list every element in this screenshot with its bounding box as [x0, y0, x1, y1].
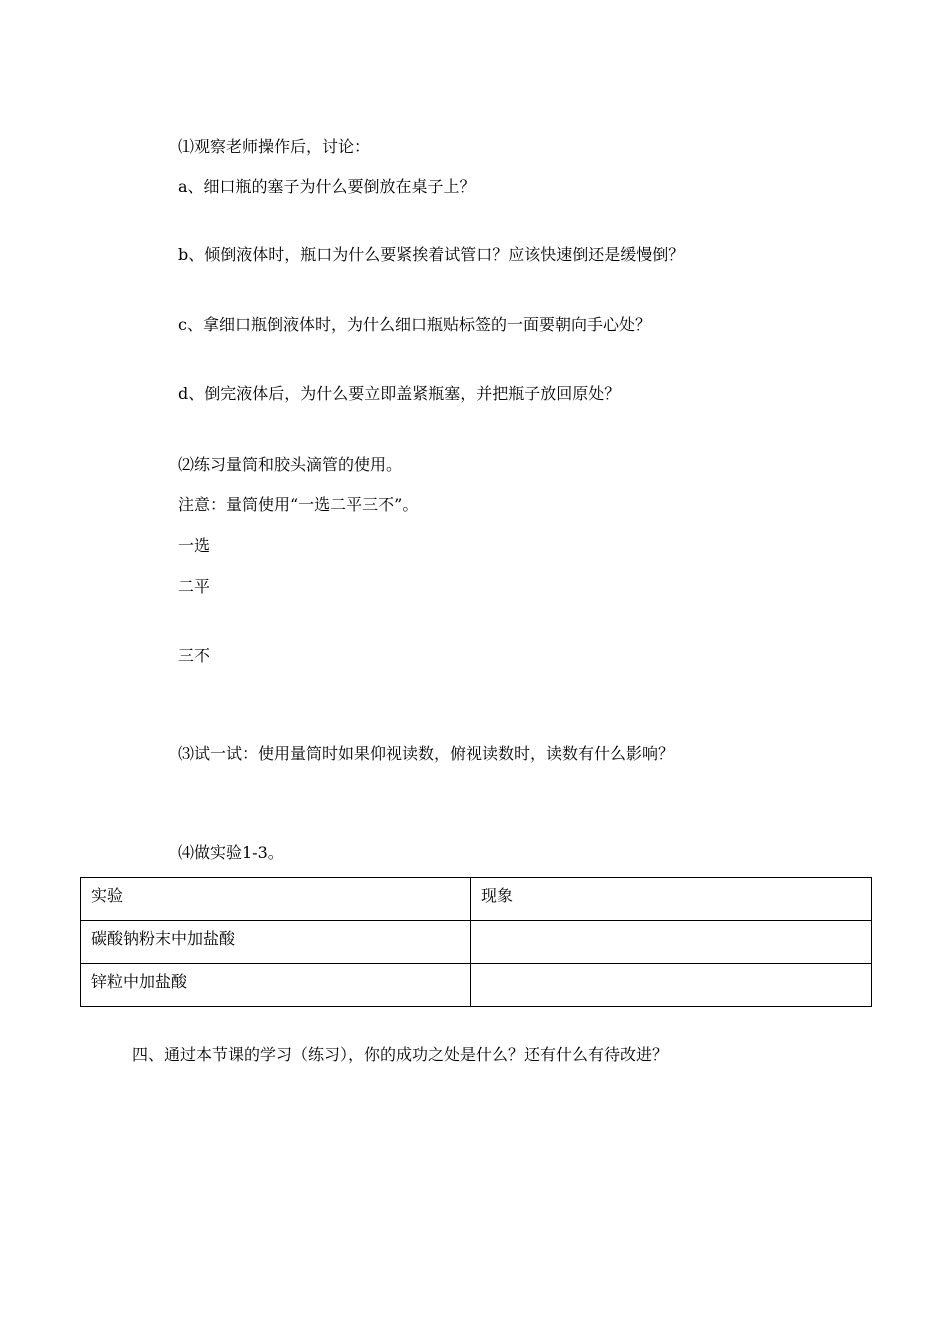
q4-heading: ⑷做实验1-3。 — [178, 843, 284, 862]
table-row — [81, 964, 872, 1007]
q1-question-b: b、倾倒液体时，瓶口为什么要紧挨着试管口？应该快速倒还是缓慢倒？ — [178, 245, 685, 264]
q2-item-yixuan: 一选 — [178, 536, 211, 555]
row1-phenomenon — [481, 921, 871, 929]
q2-item-sanbu: 三不 — [178, 646, 211, 665]
row2-phenomenon — [481, 964, 871, 972]
q1-heading: ⑴观察老师操作后，讨论： — [178, 137, 371, 156]
table-cell — [81, 921, 471, 964]
table-cell — [471, 964, 872, 1007]
q2-note: 注意：量筒使用“一选二平三不”。 — [178, 495, 419, 514]
q1-question-c: c、拿细口瓶倒液体时，为什么细口瓶贴标签的一面要朝向手心处？ — [178, 315, 651, 334]
table-cell — [471, 921, 872, 964]
q1-question-d: d、倒完液体后，为什么要立即盖紧瓶塞，并把瓶子放回原处？ — [178, 384, 621, 403]
table-header-row — [81, 878, 872, 921]
row2-experiment: 锌粒中加盐酸 — [91, 972, 188, 991]
experiment-table — [80, 877, 872, 1007]
table-cell — [81, 964, 471, 1007]
q2-item-erping: 二平 — [178, 577, 211, 596]
row1-experiment: 碳酸钠粉末中加盐酸 — [91, 929, 236, 948]
header-phenomenon: 现象 — [481, 886, 514, 905]
section4-text: 四、通过本节课的学习（练习），你的成功之处是什么？还有什么有待改进？ — [132, 1045, 669, 1064]
table-header-cell — [471, 878, 872, 921]
header-experiment: 实验 — [91, 886, 124, 905]
table-row — [81, 921, 872, 964]
q3-text: ⑶试一试：使用量筒时如果仰视读数，俯视读数时，读数有什么影响？ — [178, 744, 675, 763]
q1-question-a: a、细口瓶的塞子为什么要倒放在桌子上？ — [178, 177, 476, 196]
table-header-cell — [81, 878, 471, 921]
q2-heading: ⑵练习量筒和胶头滴管的使用。 — [178, 455, 403, 474]
